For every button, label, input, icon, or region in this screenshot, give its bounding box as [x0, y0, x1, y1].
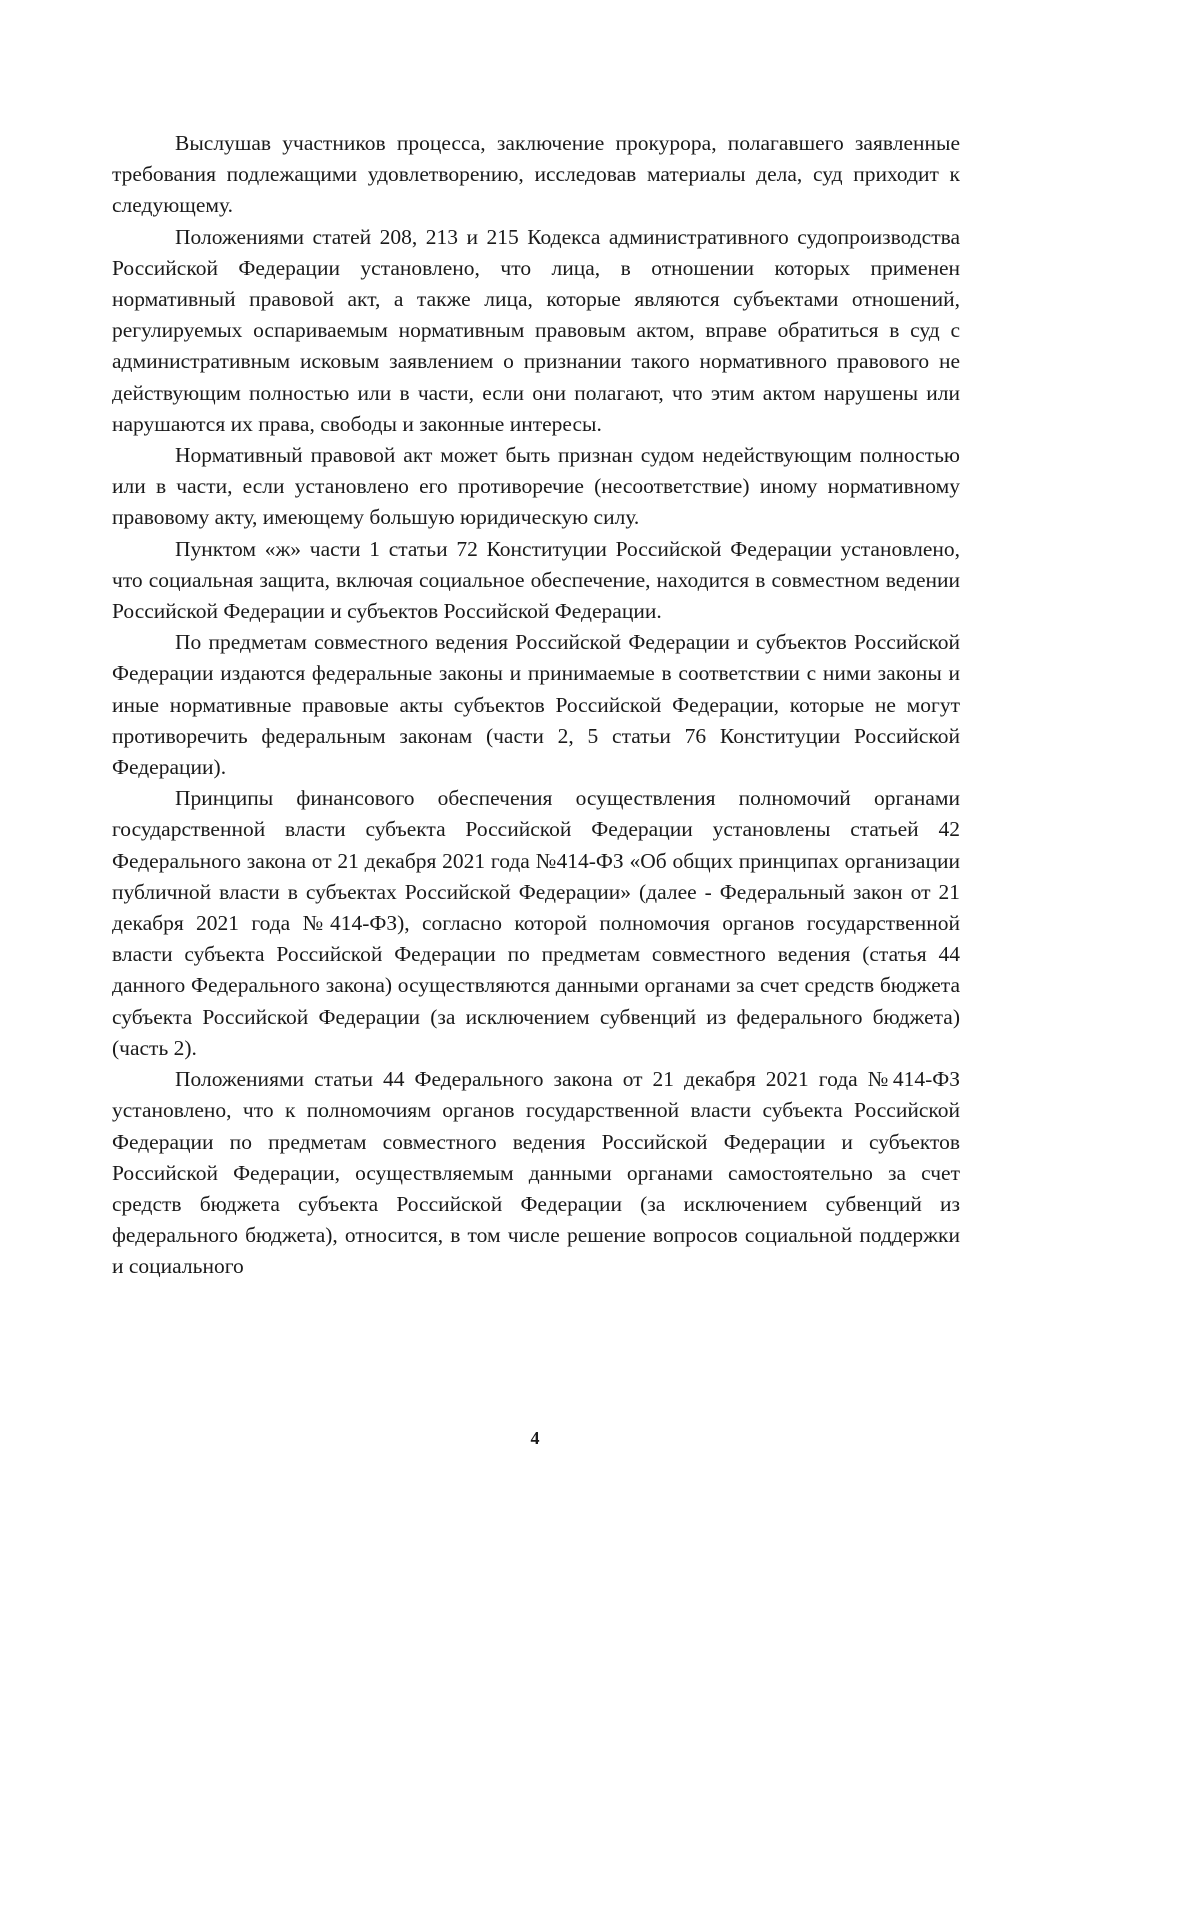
paragraph-6: Принципы финансового обеспечения осуществления полномочий органами государственной власти субъекта Российской Федерации установлены статьей 42 Федерального закона от 21 декабря 2021 года №414-ФЗ «Об общих принципах организации публичной власти в субъектах Российской Федерации» (далее - Федеральный закон от 21 декабря 2021 года №414-ФЗ), согласно которой полномочия органов государственной власти субъекта Российской Федерации по предметам совместного ведения (статья 44 данного Федерального закона) осуществляются данными органами за счет средств бюджета субъекта Российской Федерации (за исключением субвенций из федерального бюджета) (часть 2). — [112, 786, 960, 1060]
document-body — [112, 128, 960, 1283]
paragraph-7: Положениями статьи 44 Федерального закона от 21 декабря 2021 года №414-ФЗ установлено, что к полномочиям органов государственной власти субъекта Российской Федерации по предметам совместного ведения Российской Федерации и субъектов Российской Федерации, осуществляемым данными органами самостоятельно за счет средств бюджета субъекта Российской Федерации (за исключением субвенций из федерального бюджета), относится, в том числе решение вопросов социальной поддержки и социального — [112, 1067, 960, 1279]
paragraph-2: Положениями статей 208, 213 и 215 Кодекса административного судопроизводства Российской Федерации установлено, что лица, в отношении которых применен нормативный правовой акт, а также лица, которые являются субъектами отношений, регулируемых оспариваемым нормативным правовым актом, вправе обратиться в суд с административным исковым заявлением о признании такого нормативного правового не действующим полностью или в части, если они полагают, что этим актом нарушены или нарушаются их права, свободы и законные интересы. — [112, 224, 960, 436]
paragraph-5: По предметам совместного ведения Российской Федерации и субъектов Российской Федерации издаются федеральные законы и принимаемые в соответствии с ними законы и иные нормативные правовые акты субъектов Российской Федерации, которые не могут противоречить федеральным законам (части 2, 5 статьи 76 Конституции Российской Федерации). — [112, 630, 960, 780]
paragraph-1: Выслушав участников процесса, заключение прокурора, полагавшего заявленные требования подлежащими удовлетворению, исследовав материалы дела, суд приходит к следующему. — [112, 131, 960, 218]
paragraph-3: Нормативный правовой акт может быть признан судом недействующим полностью или в части, если установлено его противоречие (несоответствие) иному нормативному правовому акту, имеющему большую юридическую силу. — [112, 443, 960, 530]
page-number: 4 — [530, 1428, 540, 1448]
paragraph-4: Пунктом «ж» части 1 статьи 72 Конституции Российской Федерации установлено, что социальная защита, включая социальное обеспечение, находится в совместном ведении Российской Федерации и субъектов Российской Федерации. — [112, 536, 960, 624]
